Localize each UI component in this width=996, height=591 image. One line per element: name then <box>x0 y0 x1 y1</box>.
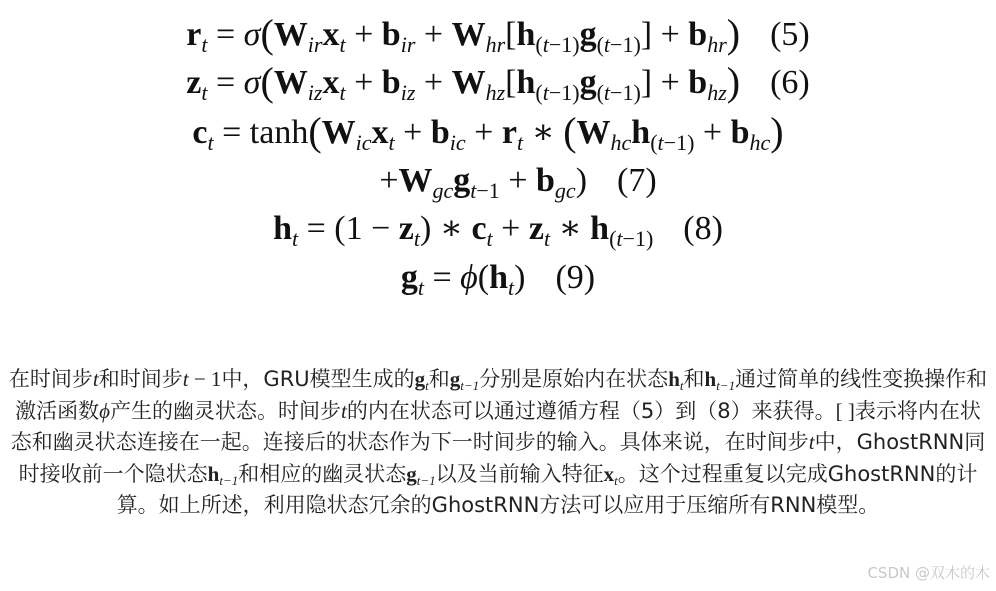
para-text: 产生的幽灵状态。时间步 <box>110 398 342 423</box>
equation-number: (8) <box>683 210 723 247</box>
equation-5: $r_t = \sigma(W_{ir}x_t + b_{ir} + W_{hr}[h_{(t-1)}g_{(t-1)}] + b_{hr})$ (5) <box>186 11 810 57</box>
equation-number: (5) <box>770 16 810 53</box>
para-text: 表示将内在状态和幽灵状态连接在一起。连接后的状态作为下一时间步的输入。具体来说，在时间步 <box>10 398 981 454</box>
para-text: 和时间步 <box>98 367 183 391</box>
watermark: CSDN @双木的木 <box>867 564 990 582</box>
para-text: 和 <box>428 367 450 391</box>
equation-7-line-2: $+W_{gc}g_{t-1} + b_{gc}$) (7) <box>379 162 657 203</box>
para-text: 和相应的幽灵状态 <box>238 461 407 486</box>
equation-number: (7) <box>617 162 657 199</box>
explanation-paragraph: 在时间步t和时间步t − 1中，GRU模型生成的$g_t$和$g_{t-1}$分别是原始内在状态$h_t$和$h_{t-1}$通过简单的线性变换操作和激活函数ϕ产生的幽灵状态。时间步t的内在状态可以通过遵循方程（5）到（8）来获得。[ ]表示将内在状态和幽灵状态连接在一起。连接后的状态作为下一时间步的输入。具体来说，在时间步t中，GhostRNN同时接收前一个隐状态$h_{t-1}$和相应的幽灵状态$g_{t-1}$以及当前输入特征$x_t$。这个过程重复以完成GhostRNN的计算。如上所述，利用隐状态冗余的GhostRNN方法可以应用于压缩所有RNN模型。 <box>8 367 988 517</box>
equation-number: (9) <box>555 259 596 296</box>
para-text: 通过简单的线性变换操作和激活函数 <box>15 367 988 423</box>
para-text: 中，GhostRNN同时接收前一个隐状态 <box>18 430 986 486</box>
equation-9: $g_t = \phi(h_t)$ (9) <box>400 259 596 300</box>
para-text: 在时间步 <box>8 367 93 391</box>
equation-7-line-1: $c_t = \tanh(W_{ic}x_t + b_{ic} + r_t$ ∗ $(W_{hc}h_{(t-1)} + b_{hc})$ <box>192 109 784 155</box>
para-text: 和 <box>683 367 705 391</box>
para-text: 以及当前输入特征 <box>435 461 604 486</box>
equation-8: $h_t = (1 - z_t)$ ∗ $c_t + z_t$ ∗ $h_{(t-1)}$ (8) <box>273 210 723 251</box>
para-text: 。这个过程重复以完成GhostRNN的计算。如上所述，利用隐状态冗余的GhostRNN方法可以应用于压缩所有RNN模型。 <box>116 461 978 517</box>
para-text: 的内在状态可以通过遵循方程（5）到（8）来获得。 <box>346 398 836 423</box>
equation-number: (6) <box>770 64 810 101</box>
equation-6: $z_t = \sigma(W_{iz}x_t + b_{iz} + W_{hz}[h_{(t-1)}g_{(t-1)}] + b_{hz})$ (6) <box>186 59 810 105</box>
para-text: 分别是原始内在状态 <box>479 367 669 391</box>
para-text: 中，GRU模型生成的 <box>221 367 415 391</box>
